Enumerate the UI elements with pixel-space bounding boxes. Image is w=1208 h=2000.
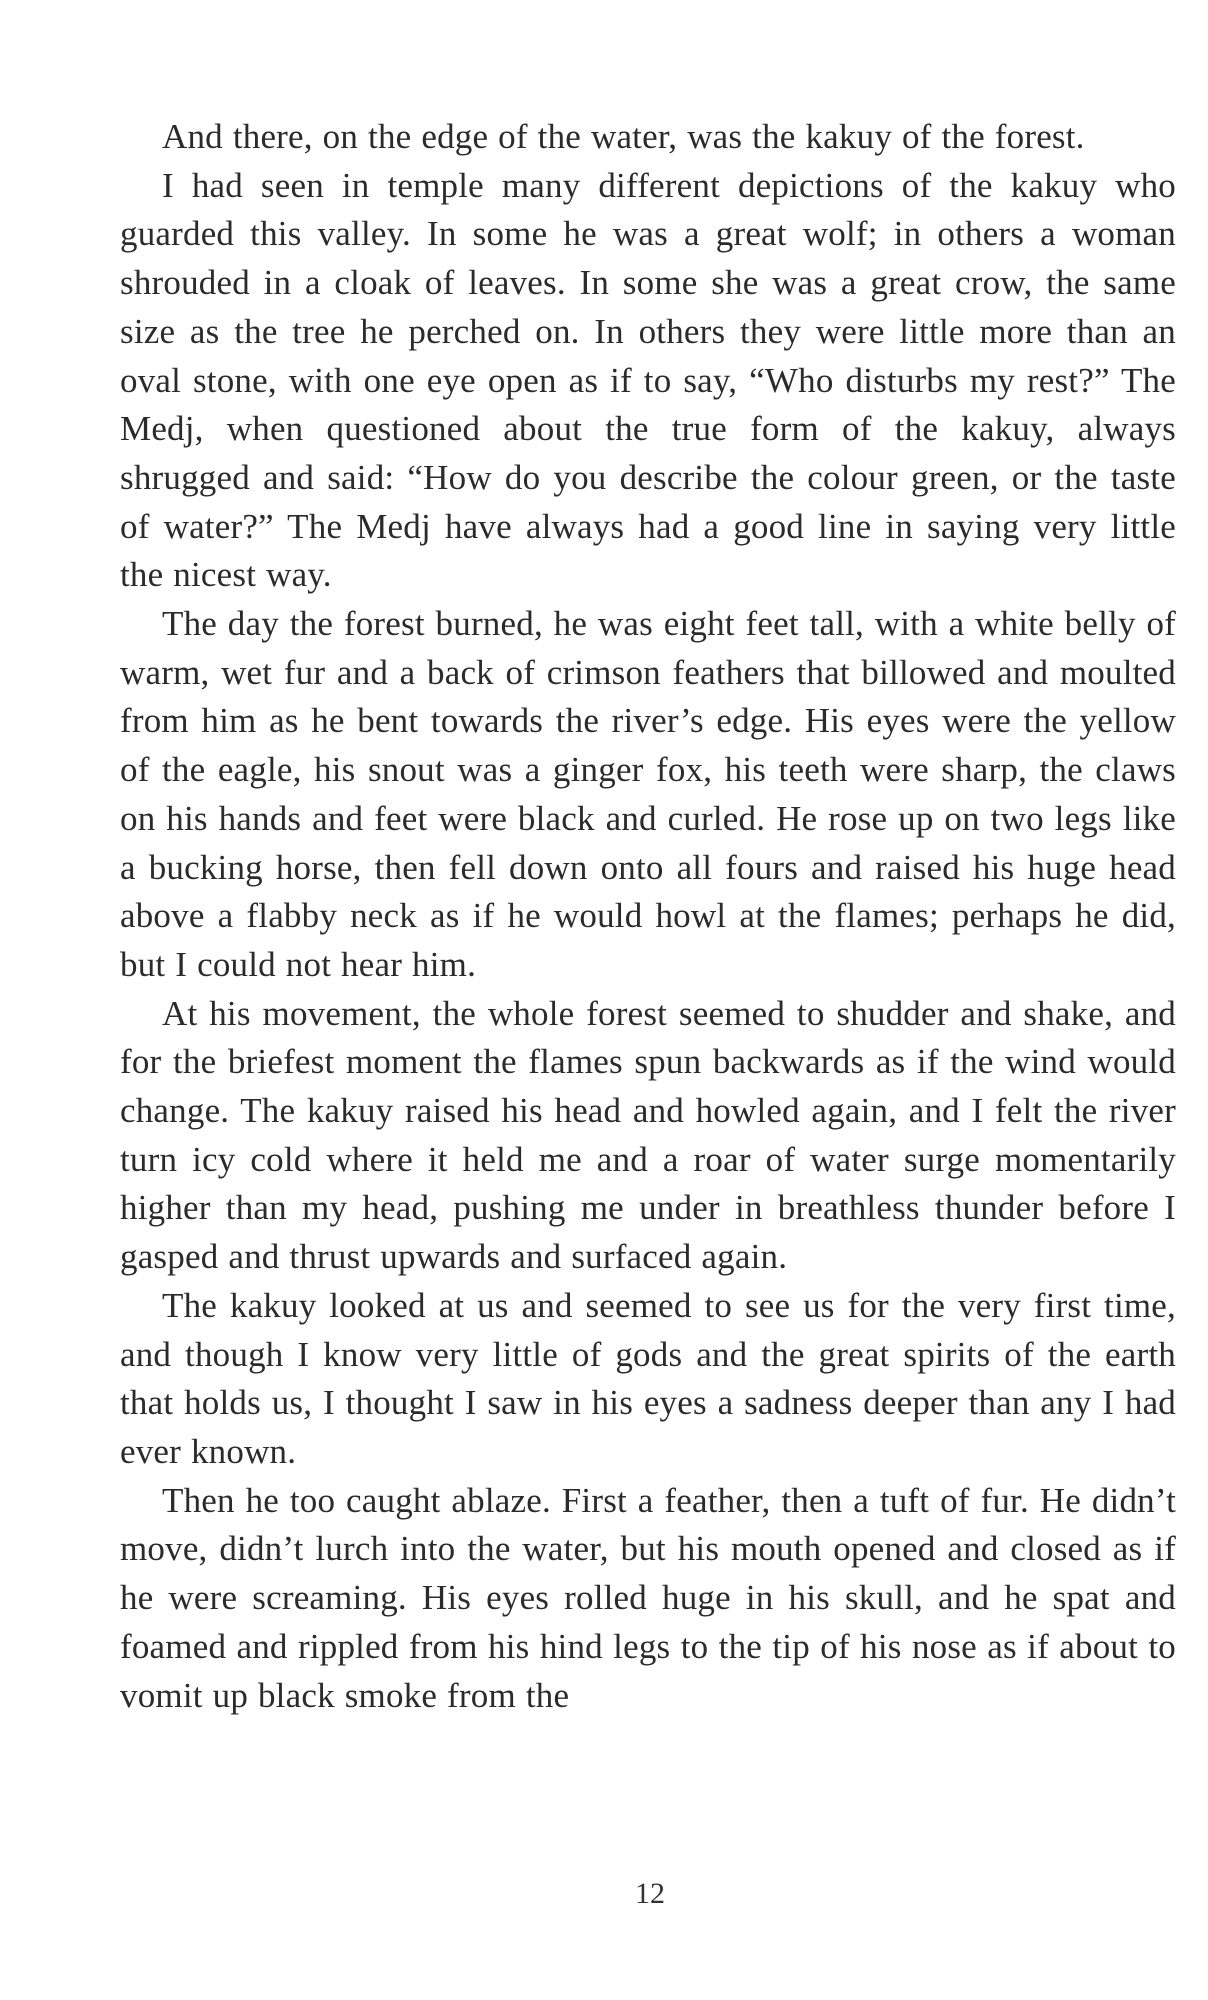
page-number: 12 [635,1877,665,1910]
paragraph-2: I had seen in temple many different depictions of the kakuy who guarded this valley. In some he was a great wolf; in others a woman shrouded in a cloak of leaves. In some she was a great crow, the same size as the tree he perched on. In others they were little more than an oval stone, with one eye open as if to say, “Who disturbs my rest?” The Medj, when questioned about the true form of the kakuy, always shrugged and said: “How do you describe the colour green, or the taste of water?” The Medj have always had a good line in saying very little the nicest way. [120,165,1176,595]
paragraph-4: At his movement, the whole forest seemed to shudder and shake, and for the briefest moment the flames spun backwards as if the wind would change. The kakuy raised his head and howled again, and I felt the river turn icy cold where it held me and a roar of water surge momentarily higher than my head, pushing me under in breathless thunder before I gasped and thrust upwards and surfaced again. [120,993,1176,1277]
paragraph-1: And there, on the edge of the water, was the kakuy of the forest. [162,117,1085,156]
body-text [120,113,1176,1720]
paragraph-3: The day the forest burned, he was eight feet tall, with a white belly of warm, wet fur and a back of crimson feathers that billowed and moulted from him as he bent towards the river’s edge. His eyes were the yellow of the eagle, his snout was a ginger fox, his teeth were sharp, the claws on his hands and feet were black and curled. He rose up on two legs like a bucking horse, then fell down onto all fours and raised his huge head above a flabby neck as if he would howl at the flames; perhaps he did, but I could not hear him. [120,604,1176,984]
paragraph-5: The kakuy looked at us and seemed to see us for the very first time, and though I know very little of gods and the great spirits of the earth that holds us, I thought I saw in his eyes a sadness deeper than any I had ever known. [120,1285,1176,1471]
paragraph-6: Then he too caught ablaze. First a feather, then a tuft of fur. He didn’t move, didn’t lurch into the water, but his mouth opened and closed as if he were screaming. His eyes rolled huge in his skull, and he spat and foamed and rippled from his hind legs to the tip of his nose as if about to vomit up black smoke from the [120,1480,1176,1715]
